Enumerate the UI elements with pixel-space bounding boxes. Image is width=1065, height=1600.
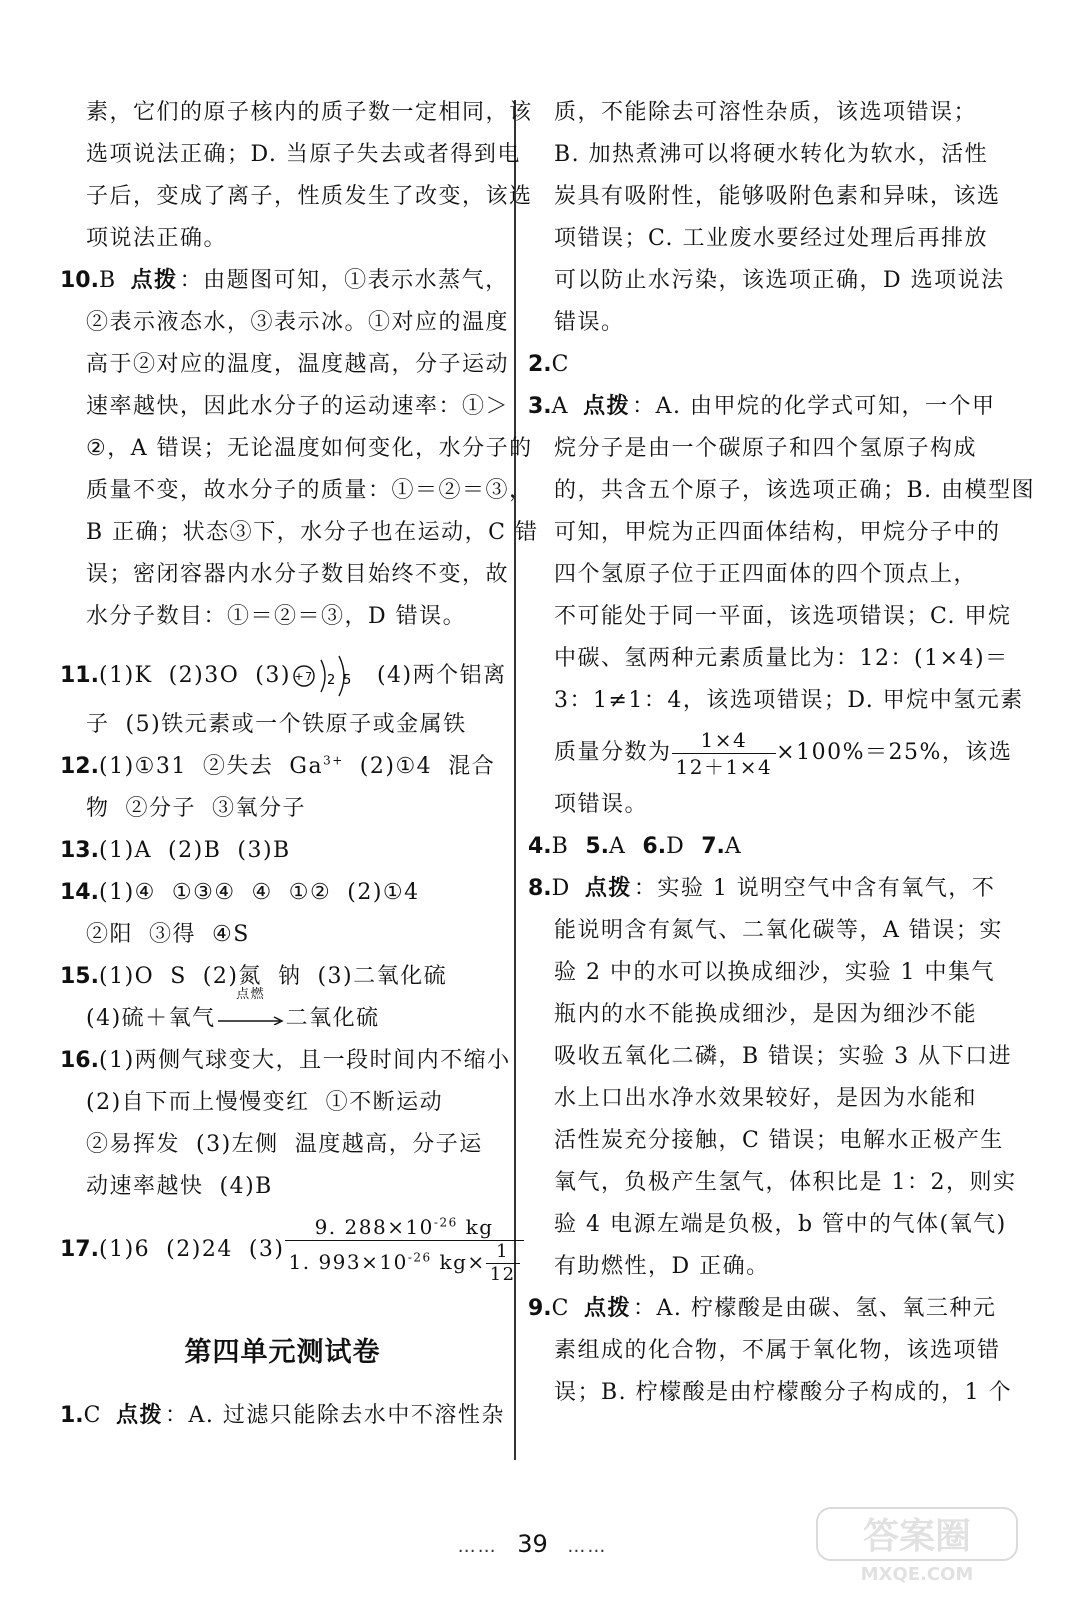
question-number: 12. xyxy=(60,754,99,779)
question-16 xyxy=(60,1040,511,1208)
answer: (2)①4 xyxy=(359,754,433,779)
left-column xyxy=(60,92,539,1437)
question-number: 15. xyxy=(60,964,99,989)
answer: ③氧分子 xyxy=(212,796,307,821)
answer: (4)B xyxy=(219,1174,273,1199)
answer: ②易挥发 xyxy=(86,1132,181,1157)
text: ：由题图可知，①表示水蒸气， xyxy=(179,268,509,293)
fraction-denominator xyxy=(285,1241,524,1286)
fraction-denominator: 12 xyxy=(489,1264,516,1285)
text-line: 素组成的化合物，不属于氧化物，该选项错 xyxy=(554,1338,1001,1363)
question-number: 4. xyxy=(528,834,552,859)
reaction-product: 二氧化硫 xyxy=(285,1006,380,1031)
question-number: 10. xyxy=(60,268,99,293)
hint-label: 点拨 xyxy=(116,1403,164,1428)
answer: ④S xyxy=(212,922,250,947)
question-8 xyxy=(528,868,1017,1288)
text-line: 误；B. 柠檬酸是由柠檬酸分子构成的，1 个 xyxy=(554,1380,1013,1405)
text: 质量分数为 xyxy=(554,740,672,765)
text-line: 水分子数目：①＝②＝③，D 错误。 xyxy=(86,604,467,629)
answer: D xyxy=(551,876,571,901)
answer: ②分子 xyxy=(125,796,197,821)
text-line: B. 加热煮沸可以将硬水转化为软水，活性 xyxy=(554,142,989,167)
fraction-numerator: 1 xyxy=(486,1241,520,1264)
question-number: 3. xyxy=(528,394,552,419)
text-line: ②表示液态水，③表示冰。①对应的温度 xyxy=(86,310,510,335)
answer: (3)左侧 xyxy=(196,1132,279,1157)
question-number: 5. xyxy=(585,834,610,859)
ion-symbol: Ga xyxy=(289,754,324,779)
answer: (2)①4 xyxy=(347,880,420,905)
answer: (1)④ xyxy=(98,880,156,905)
answer xyxy=(289,754,343,779)
answer: 钠 xyxy=(277,964,302,989)
text-line: 水上口出水净水效果较好，是因为水能和 xyxy=(554,1086,978,1111)
answer: D xyxy=(666,834,686,859)
text-line: 中碳、氢两种元素质量比为：12：(1×4)＝ xyxy=(554,646,1009,671)
unit: kg× xyxy=(431,1250,486,1274)
answer: A xyxy=(551,394,570,419)
text-line: 炭具有吸附性，能够吸附色素和异味，该选 xyxy=(554,184,1001,209)
answer: (1)A xyxy=(98,838,153,863)
answer: (2)氮 xyxy=(202,964,262,989)
question-11 xyxy=(60,648,505,746)
answer: (1)K xyxy=(98,663,153,688)
nucleus-charge: +7 xyxy=(294,670,314,683)
answer: A xyxy=(609,834,627,859)
answer: (1)O xyxy=(98,964,155,989)
text-line: 能说明含有氮气、二氧化碳等，A 错误；实 xyxy=(554,918,1003,943)
fraction xyxy=(486,1241,520,1286)
hint-label: 点拨 xyxy=(130,268,178,293)
question-number: 1. xyxy=(60,1403,84,1428)
answer: (3)B xyxy=(237,838,291,863)
text-line: 3：1≠1：4，该选项错误；D. 甲烷中氢元素 xyxy=(554,688,1024,713)
text-line: B 正确；状态③下，水分子也在运动，C 错 xyxy=(86,520,539,545)
answer: C xyxy=(551,1296,571,1321)
fraction xyxy=(672,727,777,780)
right-column xyxy=(528,92,1036,1414)
question-number: 2. xyxy=(528,352,552,377)
question-number: 6. xyxy=(642,834,667,859)
question-9 xyxy=(528,1288,1013,1414)
text-line: 可知，甲烷为正四面体结构，甲烷分子中的 xyxy=(554,520,1001,545)
question-number: 7. xyxy=(701,834,725,859)
answer: (2)B xyxy=(168,838,222,863)
fraction-denominator: 12＋1×4 xyxy=(675,754,773,779)
shell-electrons: 2 xyxy=(326,673,337,688)
answer: C xyxy=(83,1403,103,1428)
answer: B xyxy=(551,834,570,859)
text-line: 项错误；C. 工业废水要经过处理后再排放 xyxy=(554,226,989,251)
answer: B xyxy=(98,268,117,293)
text-line: 验 4 电源左端是负极，b 管中的气体(氧气) xyxy=(554,1212,1007,1237)
answer: 动速率越快 xyxy=(86,1174,204,1199)
question-number: 9. xyxy=(528,1296,552,1321)
answer: ①② xyxy=(288,880,332,905)
text-line: 验 2 中的水可以换成细沙，实验 1 中集气 xyxy=(554,960,995,985)
reaction-condition: 点燃 xyxy=(236,987,266,1002)
question-13 xyxy=(60,830,505,872)
question-3 xyxy=(528,386,1036,826)
answer: C xyxy=(551,352,571,377)
question-2 xyxy=(528,344,968,386)
question-10 xyxy=(60,260,539,638)
question-1 xyxy=(60,1395,505,1437)
text-line: 质，不能除去可溶性杂质，该选项错误； xyxy=(554,100,978,125)
denominator-value: 1. 993×10 xyxy=(288,1250,408,1274)
answer: ①不断运动 xyxy=(325,1090,444,1115)
fraction-numerator xyxy=(285,1214,524,1241)
text-line: 吸收五氧化二磷，B 错误；实验 3 从下口进 xyxy=(554,1044,1013,1069)
text-line: 项说法正确。 xyxy=(86,226,228,251)
text: ：A. 由甲烷的化学式可知，一个甲 xyxy=(632,394,996,419)
question-14 xyxy=(60,872,505,956)
text-line: 误；密闭容器内水分子数目始终不变，故 xyxy=(86,562,510,587)
answer: A xyxy=(724,834,743,859)
question-number: 8. xyxy=(528,876,552,901)
question-number: 17. xyxy=(60,1237,99,1262)
answer: ④ xyxy=(251,880,273,905)
answer: ②失去 xyxy=(202,754,274,779)
answer: 混合 xyxy=(448,754,496,779)
answer: (1)①31 xyxy=(98,754,187,779)
answer: 物 xyxy=(86,796,110,821)
question-number: 13. xyxy=(60,838,99,863)
text-line: ②，A 错误；无论温度如何变化，水分子的 xyxy=(86,436,533,461)
question-number: 11. xyxy=(60,663,99,688)
text-line: 速率越快，因此水分子的运动速率：①＞ xyxy=(86,394,510,419)
text: ：A. 柠檬酸是由碳、氢、氧三种元 xyxy=(633,1296,997,1321)
text-line: 四个氢原子位于正四面体的四个顶点上， xyxy=(554,562,978,587)
watermark-url: MXQE.COM xyxy=(860,1564,974,1584)
answer: (3) xyxy=(248,1237,285,1262)
text: ：实验 1 说明空气中含有氧气，不 xyxy=(633,876,996,901)
answer: (4)两个铝离 xyxy=(376,663,507,688)
answer: 子 xyxy=(86,712,110,737)
question-17 xyxy=(60,1214,516,1286)
hint-label: 点拨 xyxy=(584,876,632,901)
intro-block xyxy=(60,92,533,260)
exponent: -26 xyxy=(433,1215,458,1230)
atom-structure-diagram xyxy=(291,654,361,698)
answer: ③得 xyxy=(149,922,197,947)
text-line: 项错误。 xyxy=(554,792,649,817)
answer: (3)二氧化硫 xyxy=(317,964,448,989)
watermark-text: 答案圈 xyxy=(862,1516,972,1557)
question-1-continued xyxy=(528,92,1005,344)
answer: (2)3O xyxy=(168,663,240,688)
answer: (2)自下而上慢慢变红 xyxy=(86,1090,310,1115)
ion-charge: 3+ xyxy=(323,753,344,768)
answer: (1)6 xyxy=(98,1237,151,1262)
fraction xyxy=(285,1214,524,1286)
question-12 xyxy=(60,746,505,830)
answer: ①③④ xyxy=(171,880,236,905)
page-number: 39 xyxy=(517,1530,548,1558)
footer-dots: …… xyxy=(457,1536,498,1557)
questions-4-7 xyxy=(528,826,968,868)
shell-electrons: 5 xyxy=(342,673,353,688)
question-15 xyxy=(60,956,505,1040)
text: ×100%＝25%，该选 xyxy=(776,740,1013,765)
text-line: 质量不变，故水分子的质量：①＝②＝③， xyxy=(86,478,533,503)
section-title: 第四单元测试卷 xyxy=(184,1337,381,1368)
answer: S xyxy=(170,964,187,989)
footer-dots: …… xyxy=(567,1536,608,1557)
text-line: 烷分子是由一个碳原子和四个氢原子构成 xyxy=(554,436,978,461)
text-line: 的，共含五个原子，该选项正确；B. 由模型图 xyxy=(554,478,1036,503)
answer: (3) xyxy=(255,663,291,688)
text-line: 高于②对应的温度，温度越高，分子运动 xyxy=(86,352,510,377)
text-line: 瓶内的水不能换成细沙，是因为细沙不能 xyxy=(554,1002,978,1027)
answer: (5)铁元素或一个铁原子或金属铁 xyxy=(125,712,467,737)
text-line: 选项说法正确；D. 当原子失去或者得到电 xyxy=(86,142,521,167)
text: ：A. 过滤只能除去水中不溶性杂 xyxy=(165,1403,505,1428)
unit: kg xyxy=(457,1215,494,1239)
text-line: 有助燃性，D 正确。 xyxy=(554,1254,770,1279)
answer: (2)24 xyxy=(166,1237,233,1262)
answer: ②阳 xyxy=(86,922,134,947)
hint-label: 点拨 xyxy=(584,1296,632,1321)
watermark-logo xyxy=(815,1504,1025,1584)
question-number: 14. xyxy=(60,880,99,905)
text-line: 子后，变成了离子，性质发生了改变，该选 xyxy=(86,184,533,209)
text-line: 素，它们的原子核内的质子数一定相同，该 xyxy=(86,100,533,125)
fraction-numerator: 1×4 xyxy=(672,727,777,754)
exponent: -26 xyxy=(407,1250,432,1265)
question-number: 16. xyxy=(60,1048,99,1073)
text-line: 不可能处于同一平面，该选项错误；C. 甲烷 xyxy=(554,604,1012,629)
answer: (1)两侧气球变大，且一段时间内不缩小 xyxy=(98,1048,511,1073)
text-line: 可以防止水污染，该选项正确，D 选项说法 xyxy=(554,268,1005,293)
answer: 温度越高，分子运 xyxy=(294,1132,483,1157)
hint-label: 点拨 xyxy=(583,394,631,419)
reaction-reactants: (4)硫＋氧气 xyxy=(86,1006,216,1031)
text-line: 活性炭充分接触，C 错误；电解水正极产生 xyxy=(554,1128,1004,1153)
numerator-value: 9. 288×10 xyxy=(314,1215,434,1239)
reaction-arrow xyxy=(216,987,286,1040)
text-line: 错误。 xyxy=(554,310,625,335)
text-line: 氧气，负极产生氢气，体积比是 1：2，则实 xyxy=(554,1170,1017,1195)
